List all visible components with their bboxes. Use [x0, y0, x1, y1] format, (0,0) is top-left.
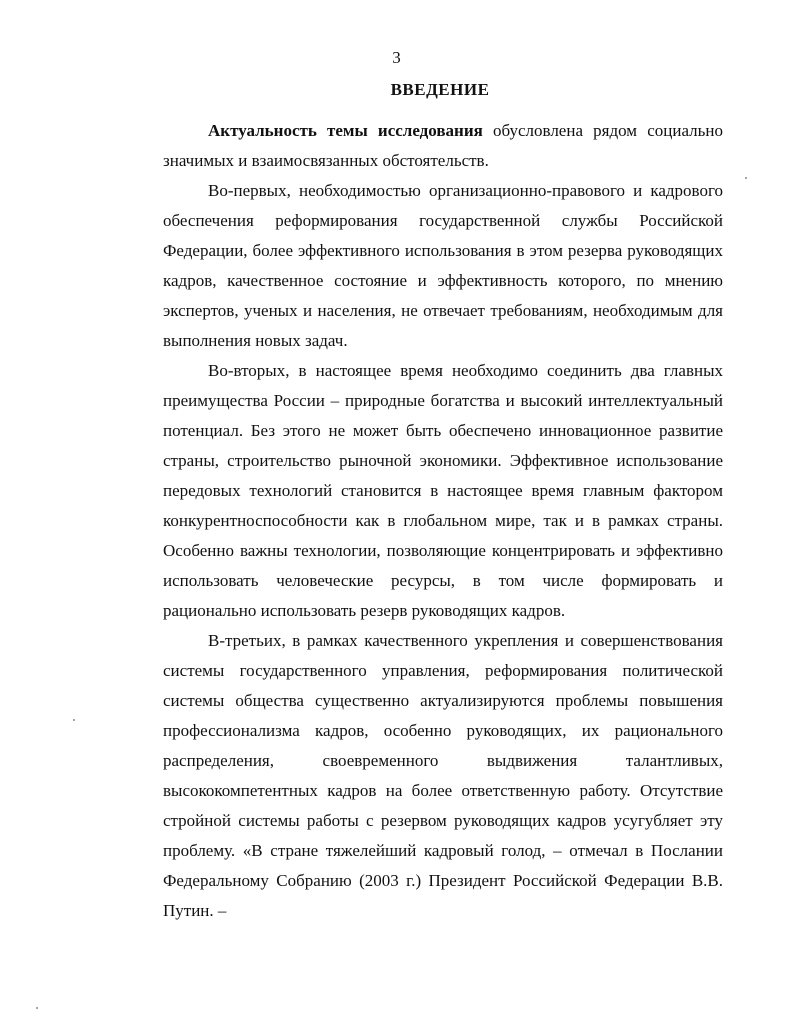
paragraph-first: Во-первых, необходимостью организационно-правового и кадрового обеспечения реформирования государственной службы Российской Федерации, более эффективного использования в этом резерва руководящих кадров, качественное состояние и эффективность которого, по мнению экспертов, ученых и населения, не отвечает требованиям, необходимым для выполнения новых задач. [163, 181, 723, 350]
paragraph-second: Во-вторых, в настоящее время необходимо соединить два главных преимущества России – природные богатства и высокий интеллектуальный потенциал. Без этого не может быть обеспечено инновационное развитие страны, строительство рыночной экономики. Эффективное использование передовых технологий становится в настоящее время главным фактором конкурентноспособности как в глобальном мире, так и в рамках страны. Особенно важны технологии, позволяющие концентрировать и эффективно использовать человеческие ресурсы, в том числе формировать и рационально использовать резерв руководящих кадров. [163, 361, 723, 620]
intro-lead-rest: обусловлена рядом социально значимых и взаимосвязанных обстоятельств. [163, 121, 723, 170]
paragraph-third: В-третьих, в рамках качественного укрепления и совершенствования системы государственного управления, реформирования политической системы общества существенно актуализируются проблемы повышения профессионализма кадров, особенно руководящих, их рационального распределения, своевременного выдвижения талантливых, высококомпетентных кадров на более ответственную работу. Отсутствие стройной системы работы с резервом руководящих кадров усугубляет эту проблему. «В стране тяжелейший кадровый голод, – отмечал в Послании Федеральному Собранию (2003 г.) Президент Российской Федерации В.В. Путин. – [163, 631, 723, 920]
body-text [163, 116, 723, 926]
intro-lead-bold: Актуальность темы исследования [208, 121, 483, 140]
scan-speck [36, 1007, 38, 1009]
scan-speck [745, 177, 747, 179]
intro-paragraph [163, 116, 723, 176]
section-heading: ВВЕДЕНИЕ [390, 80, 490, 99]
page-number: 3 [392, 48, 401, 67]
scan-speck [73, 719, 75, 721]
